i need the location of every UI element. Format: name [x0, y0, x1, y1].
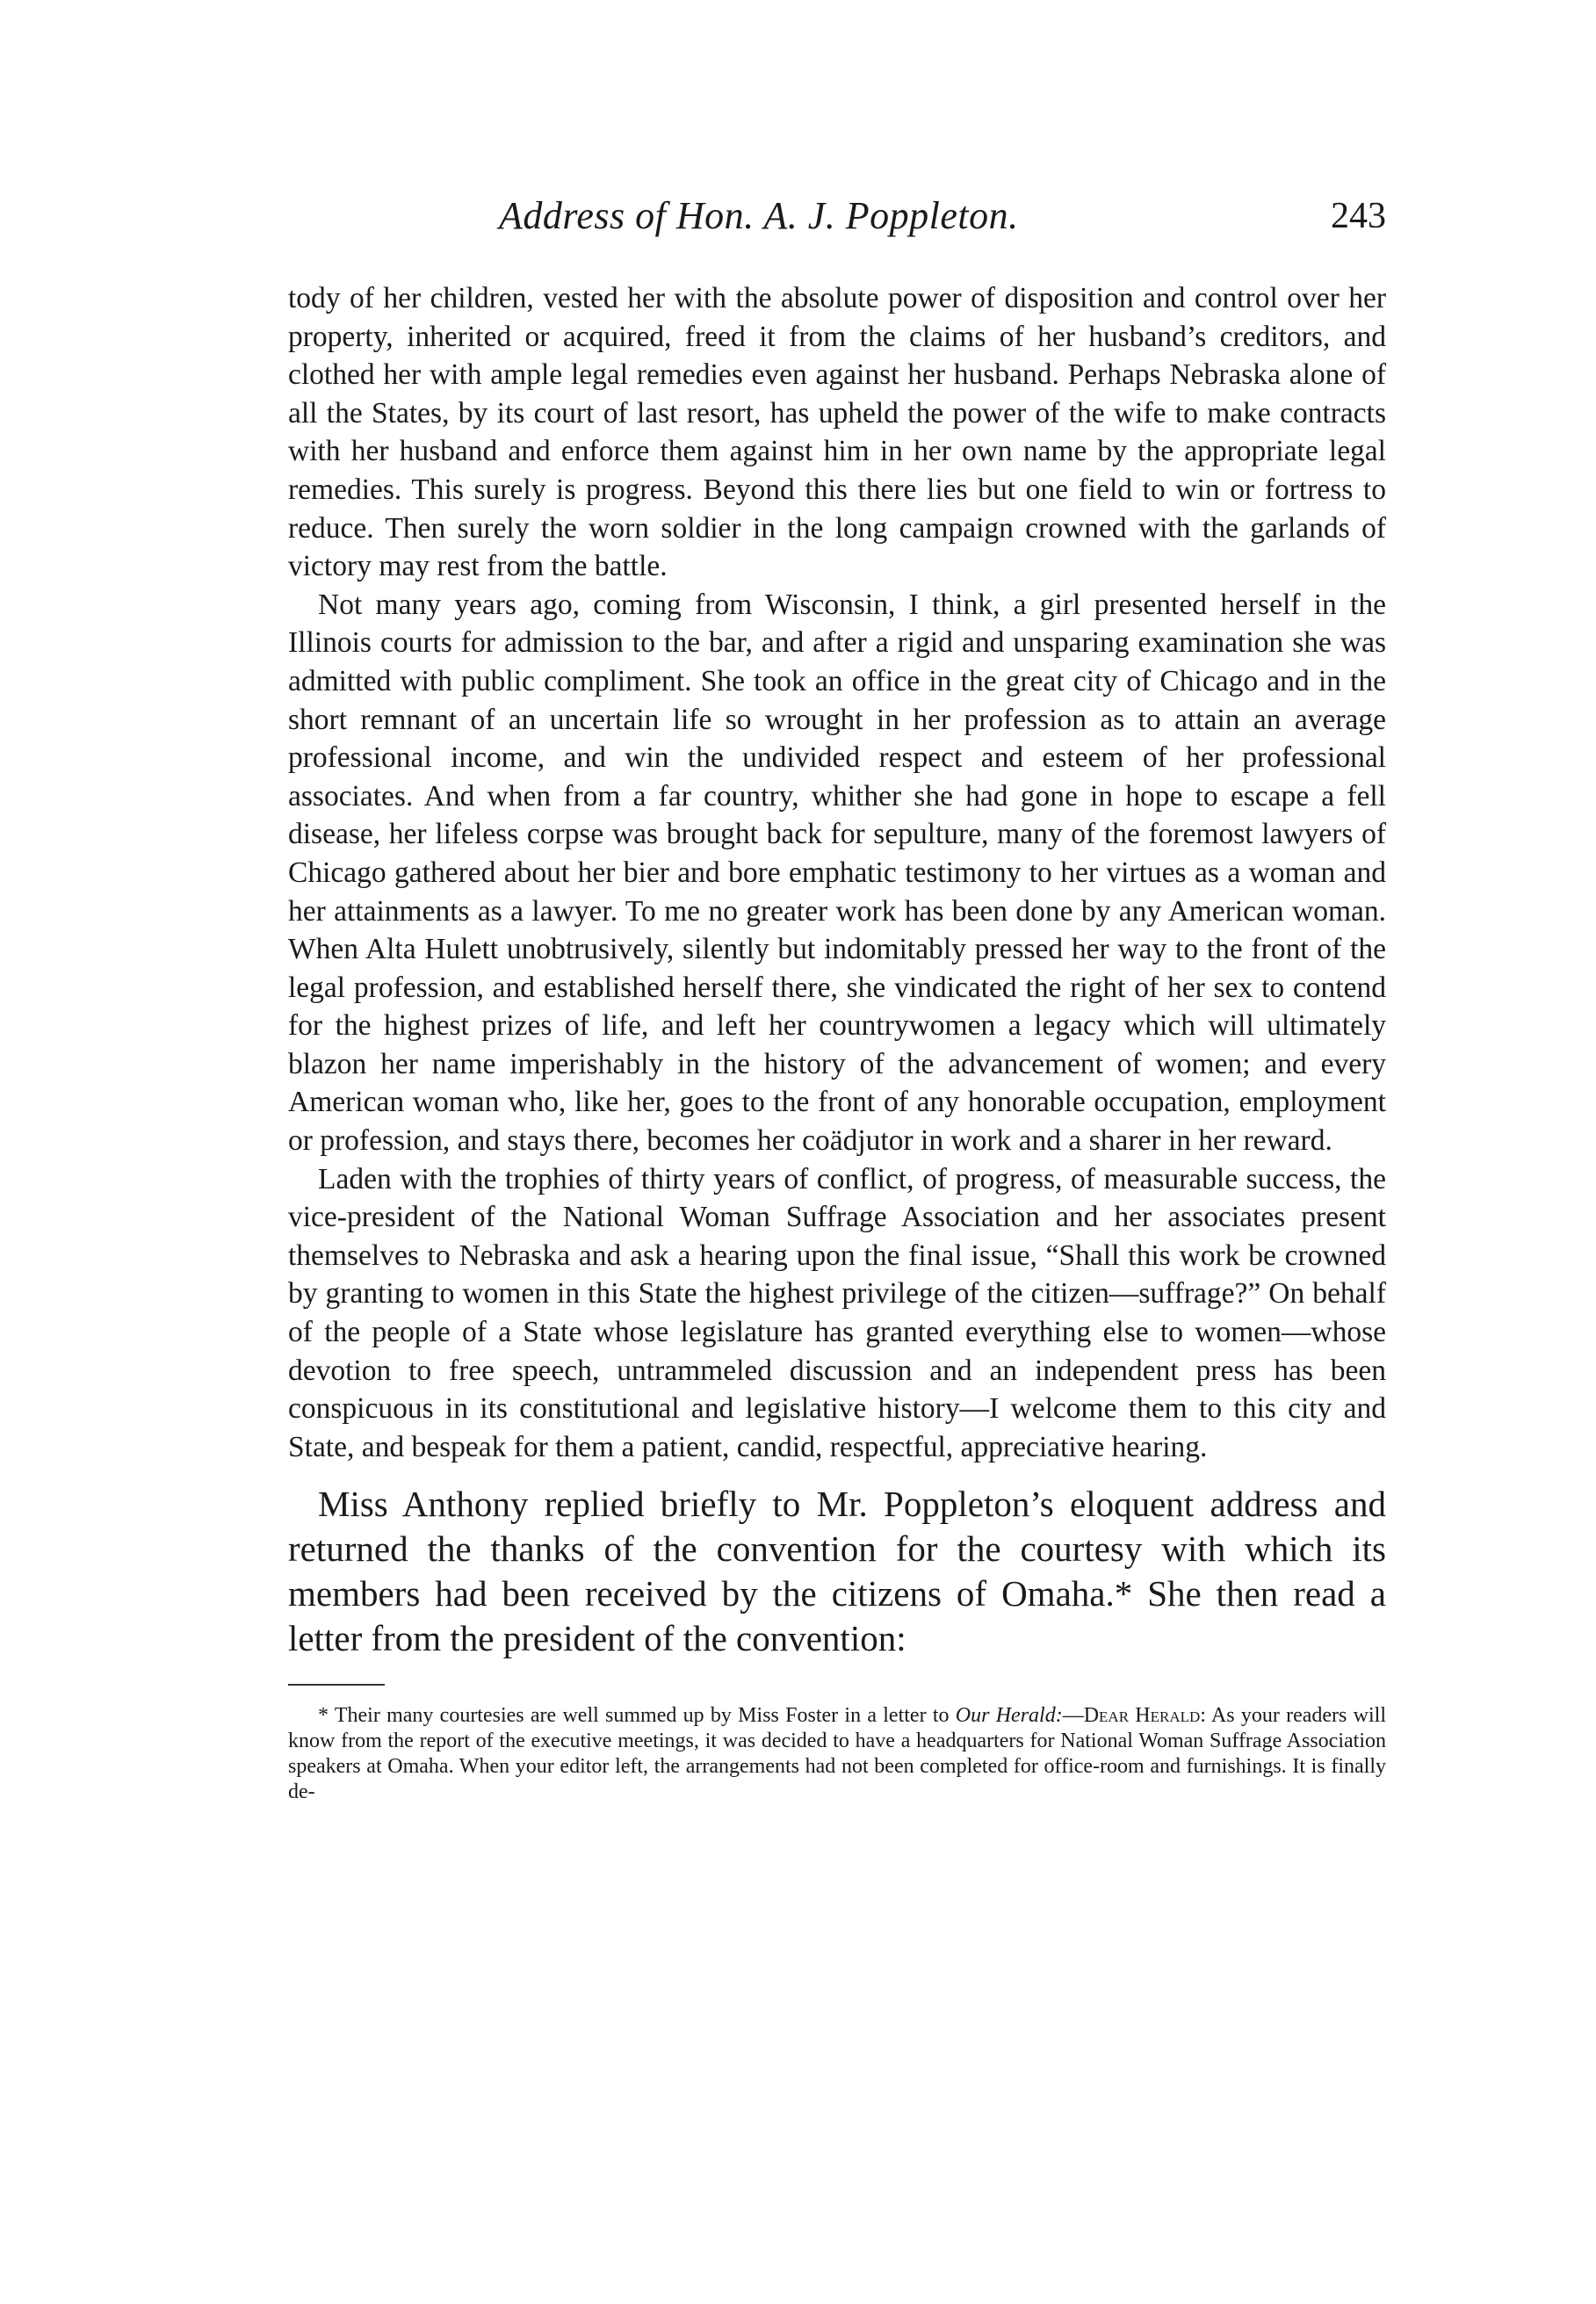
footnote-lead: * Their many courtesies are well summed up by Miss Foster in a letter to — [318, 1704, 956, 1728]
paragraph-alta-hulett: Not many years ago, coming from Wisconsin, I think, a girl presented herself in the Illinois courts for admission to the bar, and after a rigid and unsparing examination she was admitted with public compliment. She took an office in the great city of Chicago and in the short remnant of an uncertain life so wrought in her profession as to attain an average professional income, and win the undivided respect and esteem of her professional associates. And when from a far country, whither she had gone in hope to escape a fell disease, her lifeless corpse was brought back for sepulture, many of the foremost lawyers of Chicago gathered about her bier and bore emphatic testimony to her virtues as a woman and her attainments as a lawyer. To me no greater work has been done by any American woman. When Alta Hulett unobtrusively, silently but indomitably pressed her way to the front of the legal profession, and established herself there, she vindicated the right of her sex to contend for the highest prizes of life, and left her countrywomen a legacy which will ultimately blazon her name imperishably in the history of the advancement of women; and every American woman who, like her, goes to the front of any honorable occupation, employment or profession, and stays there, becomes her coädjutor in work and a sharer in her reward. — [288, 588, 1386, 1158]
paragraph-anthony-reply: Miss Anthony replied briefly to Mr. Poppleton’s eloquent address and returned the thanks of the convention for the courtesy with which its members had been received by the citizens of Omaha.* She then read a letter from the president of the convention: — [288, 1484, 1386, 1659]
paragraph-continuation: tody of her children, vested her with the absolute power of disposition and control over her property, inherited or acquired, freed it from the claims of her husband’s creditors, and clothed her with ample legal remedies even against her husband. Perhaps Nebraska alone of all the States, by its court of last resort, has upheld the power of the wife to make contracts with her husband and enforce them against him in her own name by the appropriate legal remedies. This surely is progress. Beyond this there lies but one field to win or fortress to reduce. Then surely the worn soldier in the long campaign crowned with the garlands of victory may rest from the battle. — [288, 282, 1386, 583]
footnote — [288, 1703, 1386, 1805]
footnote-magazine: Our Herald: — [955, 1704, 1063, 1728]
book-page — [288, 193, 1386, 1805]
page-number: 243 — [1331, 196, 1386, 236]
running-head — [288, 193, 1386, 246]
footnote-body: As your readers will know from the report of the executive meetings, it was decided to have a headquarters for National Woman Suffrage Association speakers at Omaha. When your editor left, the arrangements had not been completed for office-room and furnishings. It is finally de- — [288, 1704, 1386, 1804]
paragraph-welcome: Laden with the trophies of thirty years of conflict, of progress, of measurable success, the vice-president of the National Woman Suffrage Association and her associates present themselves to Nebraska and ask a hearing upon the final issue, “Shall this work be crowned by granting to women in this State the highest privilege of the citizen—suffrage?” On behalf of the people of a State whose legislature has granted everything else to women—whose devotion to free speech, untrammeled discussion and an independent press has been conspicuous in its constitutional and legislative history—I welcome them to this city and State, and bespeak for them a patient, candid, respectful, appreciative hearing. — [288, 1162, 1386, 1463]
footnote-salutation: —Dear Herald: — [1062, 1704, 1206, 1728]
footnote-rule — [288, 1684, 385, 1686]
running-title: Address of Hon. A. J. Poppleton. — [499, 194, 1019, 237]
